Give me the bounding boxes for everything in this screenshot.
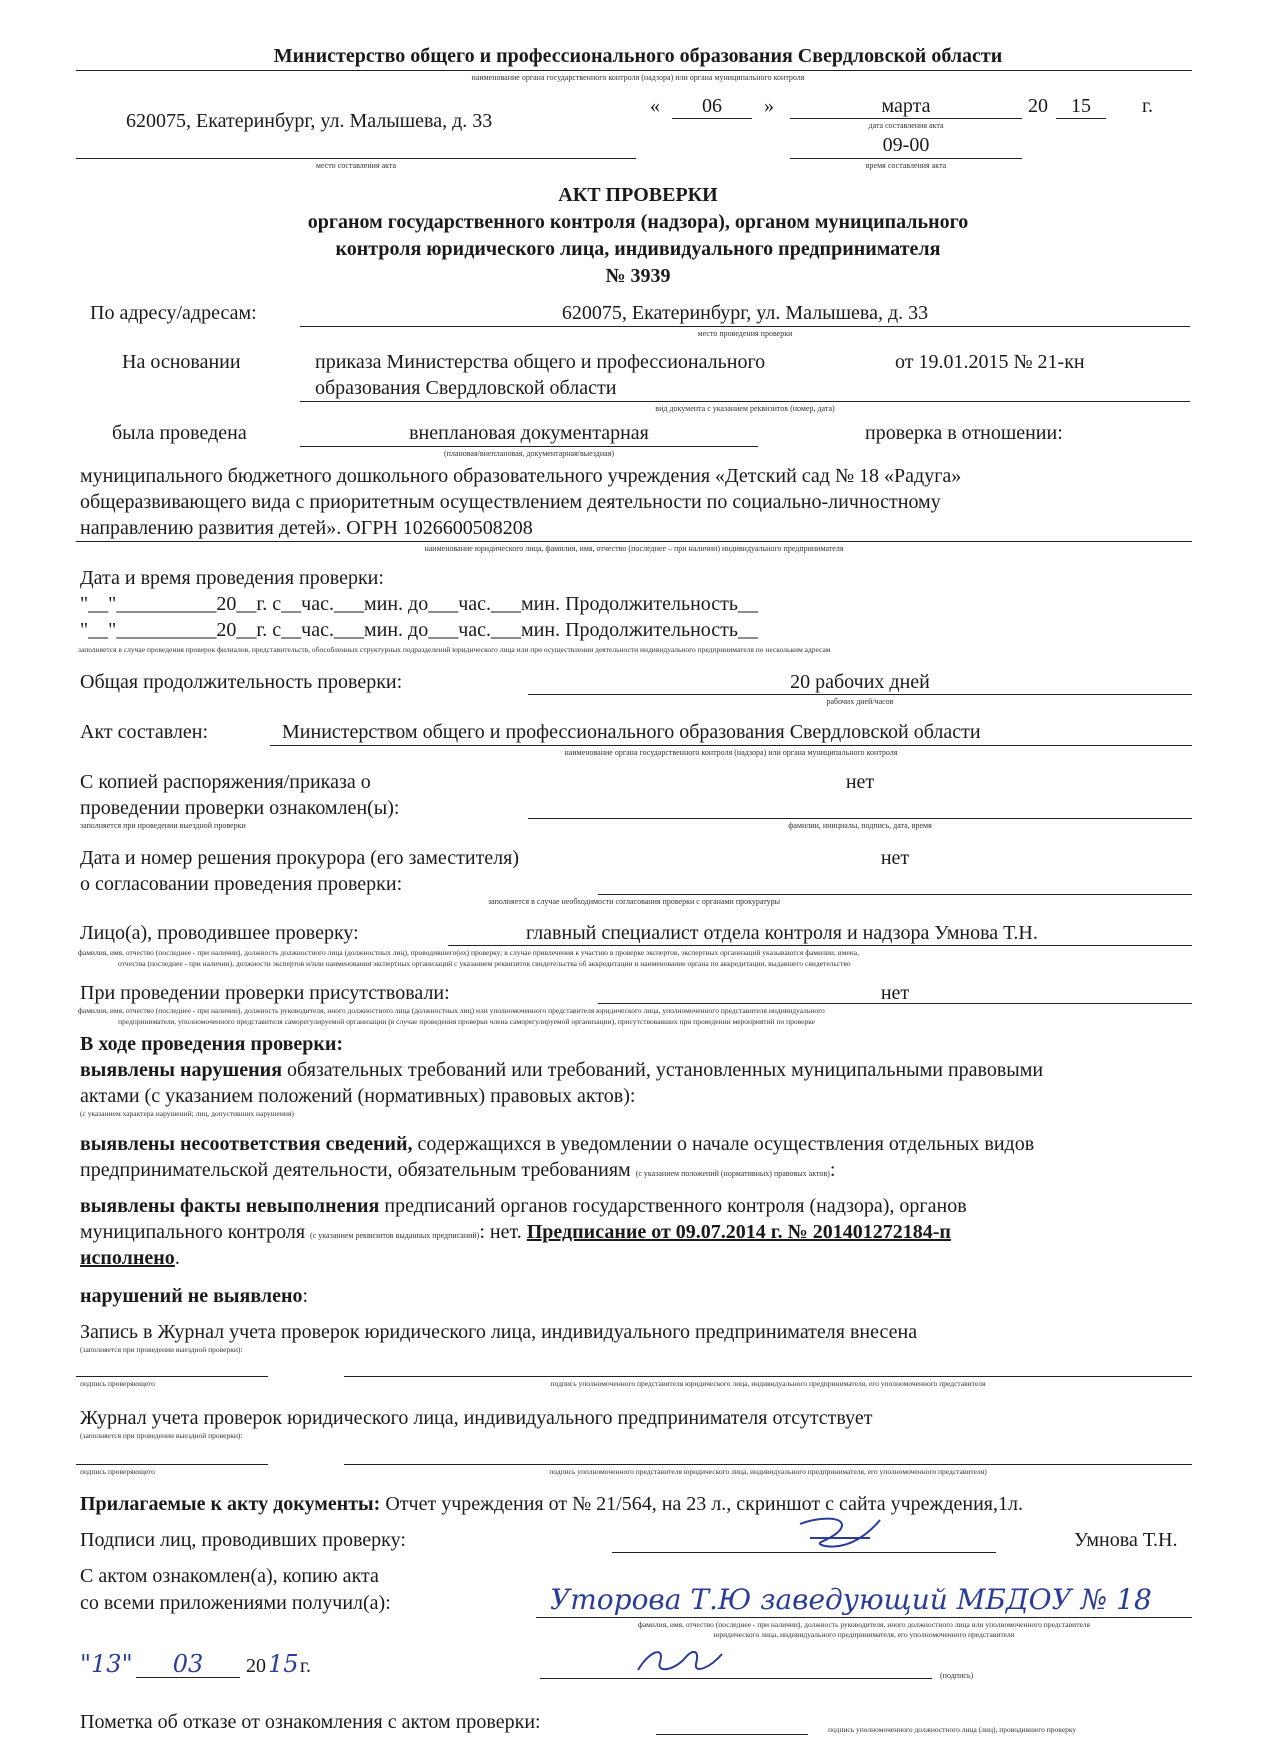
- time-caption: время составления акта: [865, 161, 947, 170]
- ack-line-1: С актом ознакомлен(а), копию акта: [80, 1565, 379, 1587]
- date-suffix-bottom: г.: [300, 1655, 311, 1677]
- mismatch-text-1: содержащихся в уведомлении о начале осуществления отдельных видов: [412, 1133, 1035, 1155]
- nonfulfil-text-1: предписаний органов государственного контроля (надзора), органов: [379, 1195, 967, 1217]
- date-month-underline: [790, 118, 1022, 119]
- address-label: По адресу/адресам:: [90, 302, 257, 324]
- basis-value-2: образования Свердловской области: [315, 377, 617, 399]
- violations-text-1: обязательных требований или требований, установленных муниципальными правовыми: [282, 1059, 1044, 1081]
- journal-entry: Запись в Журнал учета проверок юридического лица, индивидуального предпринимателя внесена: [80, 1321, 918, 1343]
- prosecutor-underline: [598, 894, 1192, 895]
- date-handwritten-day: "13": [80, 1650, 133, 1678]
- signatures-label: Подписи лиц, проводивших проверку:: [80, 1529, 406, 1551]
- inspector-caption-1: фамилия, имя, отчество (последнее - при наличии), должность должностного лица (должностных лиц), проводившего(их) проверку; в случае привлечения к участию в проверке экспертов, экспертных организаций указываются фамилии, имена,: [78, 948, 859, 957]
- datetime-row-1: "__"__________20__г. с__час.___мин. до___час.___мин. Продолжительность__: [80, 593, 759, 615]
- present-caption-1: фамилия, имя, отчество (последнее - при наличии), должность руководителя, иного должностного лица (должностных лиц) или уполномоченного представителя юридического лица, уполномоченного представителя индивидуального: [78, 1006, 825, 1015]
- violations-line-1: [80, 1060, 1043, 1080]
- mismatch-bold: выявлены несоответствия сведений,: [80, 1133, 413, 1155]
- subject-line-3: направлению развития детей». ОГРН 1026600508208: [80, 517, 533, 539]
- none-found-line: [80, 1286, 308, 1306]
- nonfulfil-line-1: [80, 1196, 967, 1216]
- date-year-underline: [1056, 118, 1106, 119]
- subject-line-1: муниципального бюджетного дошкольного образовательного учреждения «Детский сад № 18 «Радуга»: [80, 465, 962, 487]
- place-of-act: 620075, Екатеринбург, ул. Малышева, д. 33: [126, 110, 493, 132]
- nonfulfil-bold: выявлены факты невыполнения: [80, 1195, 380, 1217]
- regarding-label: проверка в отношении:: [865, 422, 1063, 444]
- journal-sign-rep-line: [344, 1376, 1192, 1377]
- prosecutor-caption: заполняется в случае необходимости согласования проверки с органами прокуратуры: [488, 897, 780, 906]
- date-day: 06: [702, 95, 722, 117]
- nonfulfil-text-3: : нет.: [479, 1221, 527, 1243]
- copy-order-line-2: проведении проверки ознакомлен(ы):: [80, 797, 400, 819]
- date-close-quote: »: [764, 95, 774, 117]
- subject-line-2: общеразвивающего вида с приоритетным осуществлением деятельности по социально-личностному: [80, 491, 941, 513]
- copy-order-underline: [528, 818, 1192, 819]
- findings-heading: В ходе проведения проверки:: [80, 1033, 344, 1055]
- basis-label: На основании: [122, 351, 241, 373]
- copy-order-line-1: С копией распоряжения/приказа о: [80, 771, 371, 793]
- place-caption: место составления акта: [315, 161, 397, 170]
- ack-caption-1: фамилия, имя, отчество (последнее - при наличии), должность руководителя, иного должностного лица или уполномоченного представителя: [637, 1620, 1090, 1629]
- refusal-underline: [656, 1734, 808, 1735]
- attachments-text: Отчет учреждения от № 21/564, на 23 л., скриншот с сайта учреждения,1л.: [380, 1493, 1023, 1515]
- inspector-caption-2: отчества (последнее - при наличии), должности экспертов и/или наименования экспертных организаций с указанием реквизитов свидетельства об аккредитации и наименование органа по аккредитации, выдавшего свидетельство: [118, 959, 851, 968]
- journal-sign-rep-line-2: [344, 1464, 1192, 1465]
- subject-underline: [76, 541, 1192, 542]
- copy-order-caption-right: фамилии, инициалы, подпись, дата, время: [788, 821, 932, 830]
- nonfulfil-line-2: [80, 1222, 951, 1242]
- compiled-value: Министерством общего и профессионального образования Свердловской области: [282, 721, 981, 743]
- basis-date-number: от 19.01.2015 № 21-кн: [895, 351, 1085, 373]
- conducted-underline: [300, 446, 758, 447]
- mismatch-line-1: [80, 1134, 1034, 1154]
- compiled-underline: [270, 745, 1192, 746]
- present-label: При проведении проверки присутствовали:: [80, 982, 450, 1004]
- journal-sign-inspector-caption: подпись проверяющего: [80, 1379, 155, 1388]
- copy-order-value: нет: [845, 771, 875, 793]
- sign-caption: (подпись): [940, 1671, 974, 1680]
- time-underline: [790, 158, 1022, 159]
- date-year: 15: [1071, 95, 1091, 117]
- nonfulfil-dot: .: [174, 1247, 180, 1269]
- ack-line-2: со всеми приложениями получил(а):: [80, 1592, 391, 1614]
- date-year-prefix: 20: [1028, 95, 1048, 117]
- mismatch-small: (с указанием положений (нормативных) правовых актов): [635, 1169, 830, 1178]
- date-caption: дата составления акта: [868, 121, 944, 130]
- datetime-row-2: "__"__________20__г. с__час.___мин. до___час.___мин. Продолжительность__: [80, 619, 759, 641]
- ministry-caption: наименование органа государственного контроля (надзора) или органа муниципального контроля: [471, 73, 805, 82]
- ack-signature-icon: [630, 1640, 730, 1680]
- duration-caption: рабочих дней/часов: [826, 697, 894, 706]
- conducted-caption: (плановая/внеплановая, документарная/выездная): [443, 449, 615, 458]
- date-handwritten-year: 15: [268, 1650, 299, 1678]
- address-caption: место проведения проверки: [697, 329, 793, 338]
- duration-label: Общая продолжительность проверки:: [80, 671, 403, 693]
- present-underline: [598, 1003, 1192, 1004]
- signatures-name: Умнова Т.Н.: [1074, 1529, 1178, 1551]
- mismatch-colon: :: [829, 1159, 836, 1181]
- nonfulfil-line-3: [80, 1248, 180, 1268]
- journal-sign-inspector-caption-2: подпись проверяющего: [80, 1467, 155, 1476]
- address-value: 620075, Екатеринбург, ул. Малышева, д. 33: [561, 302, 929, 324]
- journal-sign-inspector-line: [76, 1376, 268, 1377]
- nonfulfil-small: (с указанием реквизитов выданных предписаний): [310, 1231, 480, 1240]
- nonfulfil-done: исполнено: [80, 1247, 175, 1269]
- act-subtitle-2: контроля юридического лица, индивидуального предпринимателя: [335, 238, 941, 260]
- violations-bold: выявлены нарушения: [80, 1059, 283, 1081]
- datetime-caption: заполняется в случае проведения проверок филиалов, представительств, обособленных структурных подразделений юридического лица или при осуществлении деятельности индивидуального предпринимателя по нескольким адресам: [78, 645, 831, 654]
- conducted-value: внеплановая документарная: [409, 422, 649, 444]
- ministry-name: Министерство общего и профессионального образования Свердловской области: [273, 45, 1003, 67]
- violations-line-2: актами (с указанием положений (нормативных) правовых актов):: [80, 1085, 636, 1107]
- basis-underline: [300, 401, 1190, 402]
- journal-sign-inspector-line-2: [76, 1464, 268, 1465]
- present-caption-2: предпринимателя, уполномоченного представителя саморегулируемой организации (в случае проведения проверки члена саморегулируемой организации), присутствовавших при проведении мероприятий по проверке: [118, 1017, 815, 1026]
- present-value: нет: [880, 982, 910, 1004]
- none-found-bold: нарушений не выявлено: [80, 1285, 303, 1307]
- act-number: № 3939: [605, 265, 671, 287]
- date-year-prefix-bottom: 20: [246, 1655, 266, 1677]
- refusal-caption: подпись уполномоченного должностного лица (лиц), проводившего проверку: [828, 1725, 1077, 1734]
- compiled-label: Акт составлен:: [80, 721, 209, 743]
- ack-underline: [536, 1617, 1192, 1618]
- place-underline: [76, 158, 636, 159]
- nonfulfil-order: Предписание от 09.07.2014 г. № 201401272184-п: [526, 1221, 951, 1243]
- none-found-colon: :: [302, 1285, 309, 1307]
- compiled-caption: наименование органа государственного контроля (надзора) или органа муниципального контроля: [564, 748, 898, 757]
- mismatch-text-2: предпринимательской деятельности, обязательным требованиям: [80, 1159, 631, 1181]
- basis-value-1: приказа Министерства общего и профессионального: [315, 351, 766, 373]
- datetime-label: Дата и время проведения проверки:: [80, 567, 384, 589]
- ack-caption-2: юридического лица, индивидуального предпринимателя, его уполномоченного представителя: [713, 1630, 1015, 1639]
- date-open-quote: «: [650, 95, 660, 117]
- prosecutor-line-2: о согласовании проведения проверки:: [80, 873, 403, 895]
- time-of-act: 09-00: [882, 134, 930, 156]
- violations-caption: (с указанием характера нарушений; лиц, допустивших нарушения): [80, 1109, 294, 1118]
- duration-value: 20 рабочих дней: [790, 671, 930, 693]
- date-year-suffix: г.: [1142, 95, 1153, 117]
- journal-sign-rep-caption: подпись уполномоченного представителя юридического лица, индивидуального предпринимателя, его уполномоченного представителя: [550, 1379, 986, 1388]
- act-subtitle-1: органом государственного контроля (надзора), органом муниципального: [307, 211, 969, 233]
- journal-absent-caption: (заполняется при проведении выездной проверки):: [80, 1431, 243, 1440]
- copy-order-caption-left: заполняется при проведении выездной проверки: [80, 821, 246, 830]
- refusal-label: Пометка об отказе от ознакомления с актом проверки:: [80, 1711, 541, 1733]
- attachments-line: [80, 1494, 1023, 1514]
- subject-caption: наименование юридического лица, фамилия, имя, отчество (последнее – при наличии) индивидуального предпринимателя: [424, 544, 844, 553]
- journal-sign-rep-caption-2: подпись уполномоченного представителя юридического лица, индивидуального предпринимателя, его уполномоченного представителя): [549, 1467, 987, 1476]
- attachments-bold: Прилагаемые к акту документы:: [80, 1493, 381, 1515]
- date-month: марта: [881, 95, 931, 117]
- journal-absent: Журнал учета проверок юридического лица, индивидуального предпринимателя отсутствует: [80, 1407, 873, 1429]
- mismatch-line-2: [80, 1160, 835, 1180]
- act-title: АКТ ПРОВЕРКИ: [558, 184, 718, 206]
- date-day-underline: [672, 118, 752, 119]
- basis-caption: вид документа с указанием реквизитов (номер, дата): [655, 404, 835, 413]
- conducted-label: была проведена: [112, 422, 247, 444]
- prosecutor-line-1: Дата и номер решения прокурора (его заместителя): [80, 847, 520, 869]
- inspector-underline: [448, 945, 1192, 946]
- inspector-signature-icon: [780, 1512, 890, 1556]
- ack-handwritten-name: Уторова Т.Ю заведующий МБДОУ № 18: [550, 1583, 1152, 1616]
- journal-entry-caption: (заполняется при проведении выездной проверки):: [80, 1345, 243, 1354]
- date-handwritten-month: 03: [172, 1650, 204, 1678]
- inspector-label: Лицо(а), проводившее проверку:: [80, 922, 359, 944]
- prosecutor-value: нет: [880, 847, 910, 869]
- nonfulfil-text-2: муниципального контроля: [80, 1221, 306, 1243]
- inspector-value: главный специалист отдела контроля и надзора Умнова Т.Н.: [526, 922, 1038, 944]
- address-underline: [300, 326, 1190, 327]
- sign-underline: [540, 1678, 932, 1679]
- ministry-underline: [76, 70, 1192, 71]
- duration-underline: [528, 694, 1192, 695]
